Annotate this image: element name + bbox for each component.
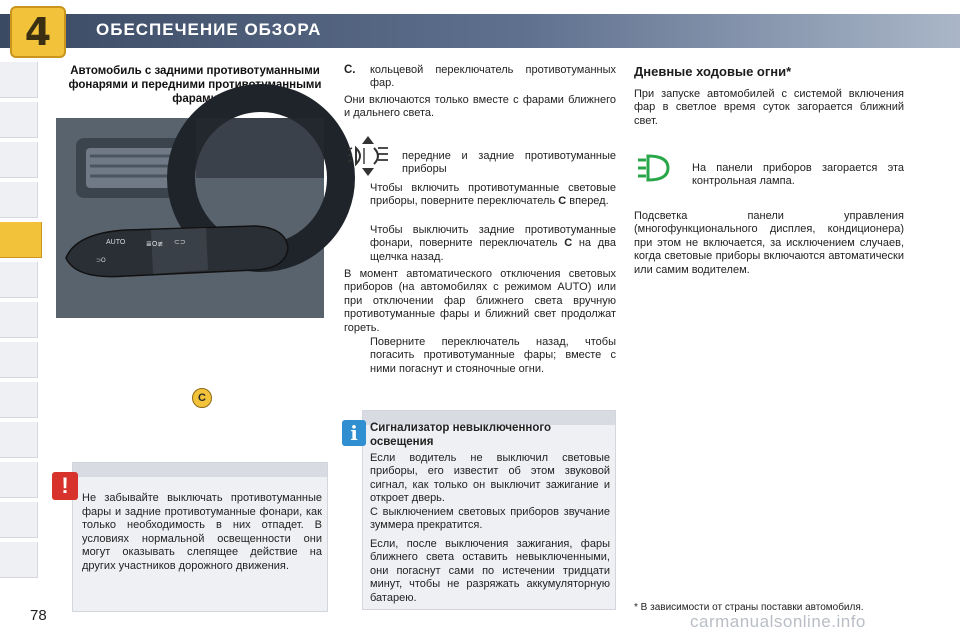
rail-tab-1[interactable]	[0, 62, 38, 98]
info-title: Сигнализатор невыключенного освещения	[370, 422, 552, 448]
fog-lights-icon	[344, 134, 392, 178]
page-header	[0, 0, 960, 62]
rail-tab-active[interactable]	[0, 222, 42, 258]
drl-indicator-icon	[634, 150, 680, 186]
bullet-turn-off: Чтобы выключить задние противотуманные фонари, поверните переключатель C на два щелчка назад.	[370, 224, 617, 263]
warning-text: Не забывайте выключать противотуманные фары и задние противотуманные фонари, как только необходимость в них отпадет. В условиях нормальной освещенности они могут оказывать слепящее действие на других участников дорожного движения.	[82, 492, 322, 572]
drl-details: Подсветка панели управления (многофункционального дисплея, кондиционера) при этом не включается, за исключением случаев, когда световые приборы включаются автоматически или самим водителем.	[634, 210, 904, 276]
rail-tab-11[interactable]	[0, 462, 38, 498]
svg-text:⊃O: ⊃O	[96, 258, 106, 264]
fog-icon-caption: передние и задние противотуманные приборы	[402, 150, 616, 176]
rail-tab-6[interactable]	[0, 262, 38, 298]
section-heading-fog: Автомобиль с задними противотуманными фонарями и передними противотуманными фарами	[68, 65, 322, 105]
rail-tab-3[interactable]	[0, 142, 38, 178]
auto-mode-text: В момент автоматического отключения световых приборов (на автомобилях с режимом AUTO) или при отключении фар ближнего света вручную противотуманные фары и ближний свет продолжат гореть.	[344, 268, 616, 334]
watermark: carmanualsonline.info	[690, 612, 866, 631]
info-paragraph-1: Если водитель не выключил световые приборы, его известит об этом звуковой сигнал, как только он выключит зажигание и откроет дверь.	[370, 452, 610, 505]
rail-tab-13[interactable]	[0, 542, 38, 578]
info-paragraph-3: Если, после выключения зажигания, фары ближнего света оставить невыключенными, они погаснут сами по истечении тридцати минут, чтобы не разряжать аккумуляторную батарею.	[370, 538, 610, 604]
rail-tab-12[interactable]	[0, 502, 38, 538]
rail-tab-10[interactable]	[0, 422, 38, 458]
rail-tab-7[interactable]	[0, 302, 38, 338]
fog-condition-text: Они включаются только вместе с фарами ближнего и дальнего света.	[344, 94, 616, 120]
rail-tab-4[interactable]	[0, 182, 38, 218]
footnote: * В зависимости от страны поставки автомобиля.	[634, 602, 864, 613]
drl-intro: При запуске автомобилей с системой включения фар в светлое время суток загорается ближний свет.	[634, 88, 904, 127]
chapter-badge: 4	[10, 6, 66, 58]
info-icon: i	[342, 420, 366, 446]
chapter-title: ОБЕСПЕЧЕНИЕ ОБЗОРА	[96, 20, 322, 39]
rail-tab-9[interactable]	[0, 382, 38, 418]
chapter-rail	[0, 62, 40, 582]
info-paragraph-2: С выключением световых приборов звучание зуммера прекратится.	[370, 506, 610, 532]
c-label: C.	[344, 64, 356, 76]
bullet-turn-back: Поверните переключатель назад, чтобы погасить противотуманные фары; вместе с ними погаснут и стояночные огни.	[370, 336, 616, 375]
drl-indicator-caption: На панели приборов загорается эта контрольная лампа.	[692, 162, 904, 188]
drl-heading: Дневные ходовые огни*	[634, 64, 792, 79]
c-definition: кольцевой переключатель противотуманных фар.	[370, 64, 616, 90]
rail-tab-2[interactable]	[0, 102, 38, 138]
rail-tab-8[interactable]	[0, 342, 38, 378]
exclamation-icon: !	[52, 472, 78, 500]
stalk-illustration	[56, 118, 324, 318]
warning-box-bar	[73, 463, 327, 477]
svg-text:≣O≢: ≣O≢	[146, 240, 164, 248]
page-number: 78	[30, 607, 47, 624]
svg-text:⊂⊃: ⊂⊃	[174, 238, 186, 246]
stalk-photo	[56, 118, 324, 404]
svg-text:AUTO: AUTO	[106, 239, 126, 246]
callout-c: C	[192, 388, 212, 408]
bullet-turn-on: Чтобы включить противотуманные световые приборы, поверните переключатель C вперед.	[370, 182, 616, 208]
